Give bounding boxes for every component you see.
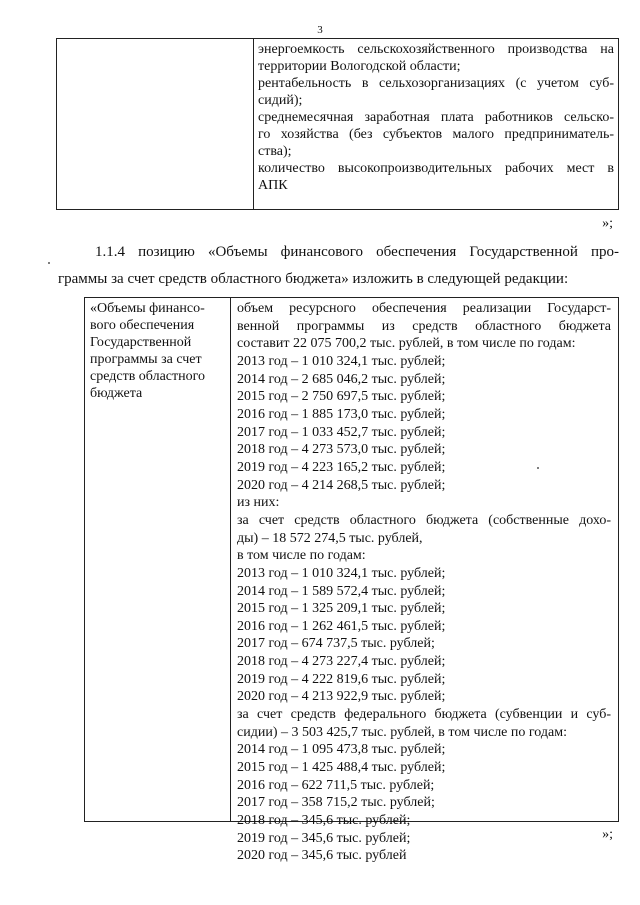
funding-table (84, 297, 619, 864)
indicator-line: ства); (258, 144, 292, 159)
funding-line: 2016 год – 1 885 173,0 тыс. рублей; (237, 406, 446, 422)
amendment-paragraph (58, 243, 619, 289)
funding-line: 2014 год – 2 685 046,2 тыс. рублей; (237, 371, 446, 387)
funding-line: венной программы из средств областного бюджета (237, 318, 611, 334)
indicator-line: го хозяйства (без субъектов малого предприниматель- (258, 127, 614, 142)
scan-speck (537, 467, 539, 469)
funding-line: 2016 год – 1 262 461,5 тыс. рублей; (237, 618, 446, 634)
label-line: средств областного (90, 369, 206, 384)
paragraph-line-1: 1.1.4 позицию «Объемы финансового обеспечения Государственной про- (95, 244, 619, 260)
funding-line: 2019 год – 4 222 819,6 тыс. рублей; (237, 671, 446, 687)
column-divider (230, 298, 231, 821)
funding-line: 2015 год – 1 325 209,1 тыс. рублей; (237, 601, 446, 617)
funding-line: 2017 год – 1 033 452,7 тыс. рублей; (237, 424, 446, 440)
funding-line: составит 22 075 700,2 тыс. рублей, в том числе по годам: (237, 336, 576, 352)
funding-line: 2017 год – 674 737,5 тыс. рублей; (237, 636, 435, 652)
funding-line: 2013 год – 1 010 324,1 тыс. рублей; (237, 353, 446, 369)
funding-line: 2020 год – 4 214 268,5 тыс. рублей; (237, 477, 446, 493)
closing-quote-mark: »; (602, 827, 613, 842)
funding-line: ды) – 18 572 274,5 тыс. рублей, (237, 530, 423, 546)
funding-line: 2017 год – 358 715,2 тыс. рублей; (237, 795, 435, 811)
funding-line: 2013 год – 1 010 324,1 тыс. рублей; (237, 565, 446, 581)
funding-line: объем ресурсного обеспечения реализации Государст- (237, 301, 611, 316)
funding-line: 2014 год – 1 095 473,8 тыс. рублей; (237, 742, 446, 758)
funding-line: за счет средств областного бюджета (собственные дохо- (237, 512, 611, 528)
funding-line: 2015 год – 1 425 488,4 тыс. рублей; (237, 760, 446, 776)
indicator-line: рентабельность в сельхозорганизациях (с учетом суб- (258, 76, 614, 91)
funding-details-cell (237, 300, 611, 865)
funding-line: в том числе по годам: (237, 548, 366, 564)
funding-line: 2018 год – 345,6 тыс. рублей; (237, 813, 411, 829)
funding-line: 2014 год – 1 589 572,4 тыс. рублей; (237, 583, 446, 599)
paragraph-line-2: граммы за счет средств областного бюджета» изложить в следующей редакции: (58, 271, 569, 287)
indicator-line: сидий); (258, 93, 303, 108)
label-line: программы за счет (90, 352, 202, 367)
indicators-cell (258, 41, 614, 194)
scan-speck (48, 262, 50, 264)
indicator-line: количество высокопроизводительных рабочих мест в (258, 161, 614, 176)
indicator-line: территории Вологодской области; (258, 59, 461, 74)
indicators-table-fragment (56, 38, 619, 210)
funding-line: 2018 год – 4 273 227,4 тыс. рублей; (237, 654, 446, 670)
page-number: 3 (317, 24, 323, 36)
indicator-line: энергоемкость сельскохозяйственного производства на (258, 42, 614, 57)
funding-line: 2020 год – 345,6 тыс. рублей (237, 848, 407, 864)
funding-label-cell (90, 300, 224, 402)
indicator-line: АПК (258, 178, 288, 193)
funding-line: 2018 год – 4 273 573,0 тыс. рублей; (237, 442, 446, 458)
label-line: «Объемы финансо- (90, 301, 205, 316)
funding-line: 2020 год – 4 213 922,9 тыс. рублей; (237, 689, 446, 705)
closing-quote-mark: »; (602, 216, 613, 231)
label-line: вого обеспечения (90, 318, 195, 333)
funding-line: 2016 год – 622 711,5 тыс. рублей; (237, 777, 435, 793)
funding-line: из них: (237, 495, 280, 511)
indicator-line: среднемесячная заработная плата работников сельско- (258, 110, 614, 125)
column-divider (253, 39, 254, 209)
funding-line: 2019 год – 4 223 165,2 тыс. рублей; (237, 459, 446, 475)
label-line: бюджета (90, 386, 143, 401)
funding-line: 2019 год – 345,6 тыс. рублей; (237, 830, 411, 846)
label-line: Государственной (90, 335, 192, 350)
funding-line: за счет средств федерального бюджета (субвенции и суб- (237, 707, 611, 723)
funding-line: сидии) – 3 503 425,7 тыс. рублей, в том числе по годам: (237, 724, 567, 740)
funding-line: 2015 год – 2 750 697,5 тыс. рублей; (237, 389, 446, 405)
